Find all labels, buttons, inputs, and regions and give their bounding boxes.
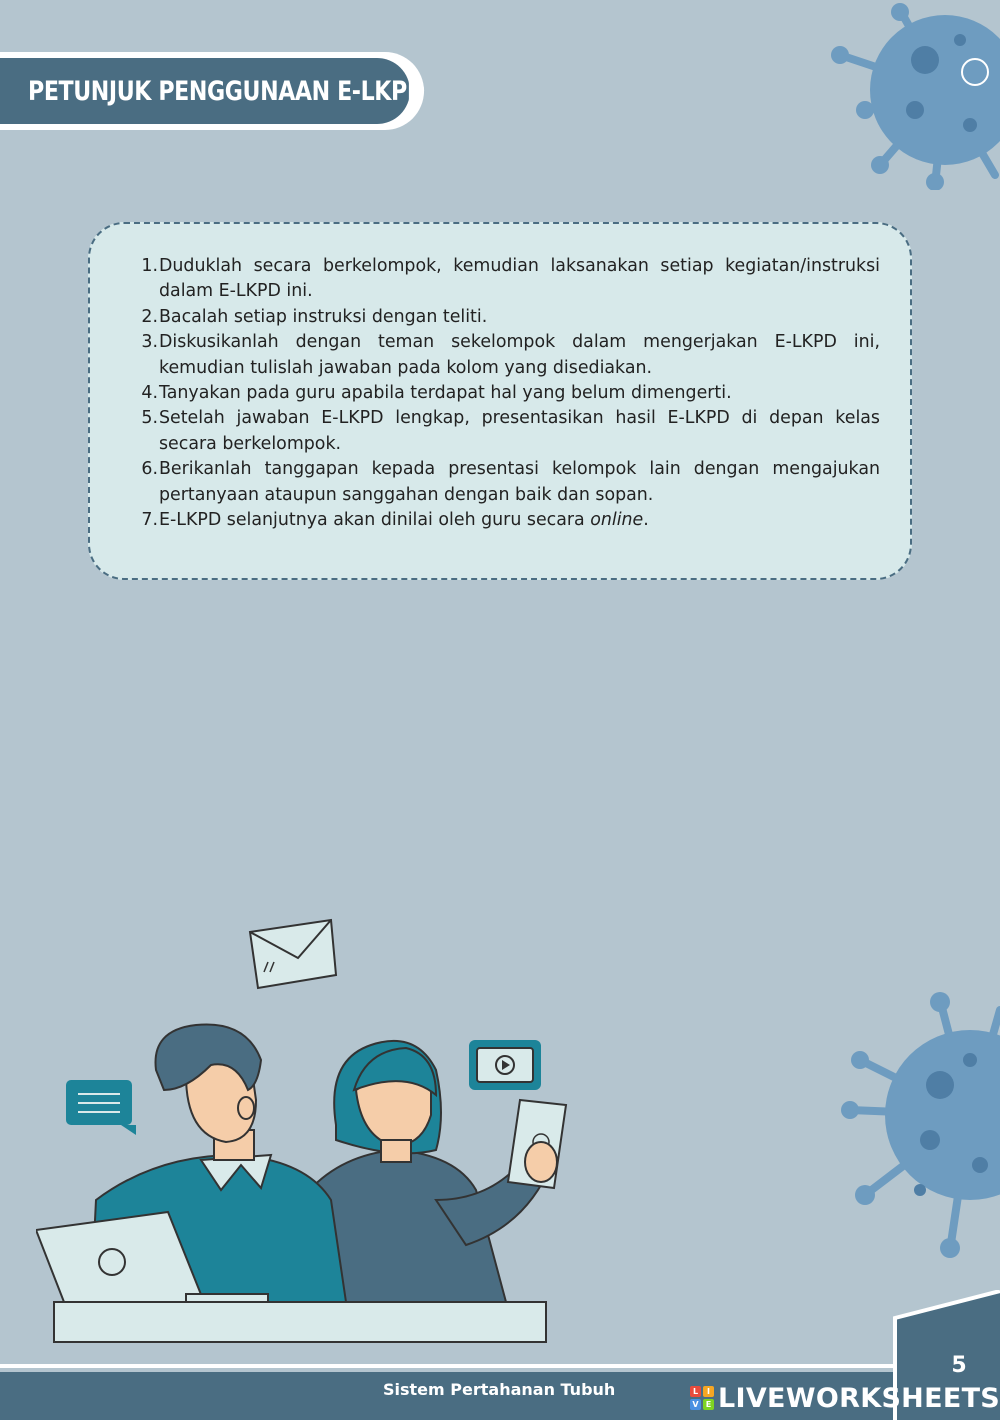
instructions-box (88, 222, 912, 580)
instruction-number: 1. (141, 256, 158, 276)
instructions-list (134, 254, 880, 533)
liveworksheets-logo[interactable] (690, 1383, 1000, 1413)
instruction-item (134, 457, 880, 508)
instruction-number: 7. (141, 510, 158, 531)
instruction-text: Diskusikanlah dengan teman sekelompok dalam mengerjakan E-LKPD ini, kemudian tulislah jawaban pada kolom yang disediakan. (159, 332, 880, 378)
students-illustration (36, 900, 576, 1350)
instruction-item (134, 330, 880, 381)
instruction-item (134, 381, 880, 406)
title-tab (0, 52, 424, 130)
instruction-text: Duduklah secara berkelompok, kemudian laksanakan setiap kegiatan/instruksi dalam E-LKPD ini. (159, 256, 880, 302)
logo-text: LIVEWORKSHEETS (718, 1382, 1000, 1414)
instruction-number: 4. (141, 383, 158, 404)
page-number: 5 (951, 1353, 967, 1378)
instruction-number: 3. (141, 332, 158, 353)
instruction-number: 5. (141, 408, 158, 429)
instruction-text: E-LKPD selanjutnya akan dinilai oleh guru secara online. (159, 510, 649, 531)
title-banner (0, 58, 425, 124)
logo-squares-icon: L I V E (690, 1386, 714, 1410)
envelope-icon (250, 920, 336, 988)
instruction-emphasis: online (590, 510, 644, 531)
instruction-number: 6. (141, 459, 158, 480)
instruction-item (134, 254, 880, 305)
instruction-text: Bacalah setiap instruksi dengan teliti. (159, 306, 488, 327)
instruction-text: Berikanlah tanggapan kepada presentasi kelompok lain dengan mengajukan pertanyaan ataupun sanggahan dengan baik dan sopan. (159, 459, 880, 505)
chat-bubble-icon (66, 1080, 136, 1135)
footer-divider (0, 1364, 1000, 1368)
footer-subject: Sistem Pertahanan Tubuh (383, 1380, 616, 1399)
instruction-text: Tanyakan pada guru apabila terdapat hal yang belum dimengerti. (159, 383, 732, 404)
virus-icon (840, 990, 1000, 1270)
instruction-text: Setelah jawaban E-LKPD lengkap, presentasikan hasil E-LKPD di depan kelas secara berkelompok. (159, 408, 880, 454)
instruction-item (134, 305, 880, 330)
page-title: PETUNJUK PENGGUNAAN E-LKPD (28, 75, 425, 107)
instruction-number: 2. (141, 306, 158, 327)
virus-icon (820, 0, 1000, 190)
instruction-item (134, 406, 880, 457)
video-play-icon (469, 1040, 541, 1090)
instruction-item (134, 508, 880, 533)
